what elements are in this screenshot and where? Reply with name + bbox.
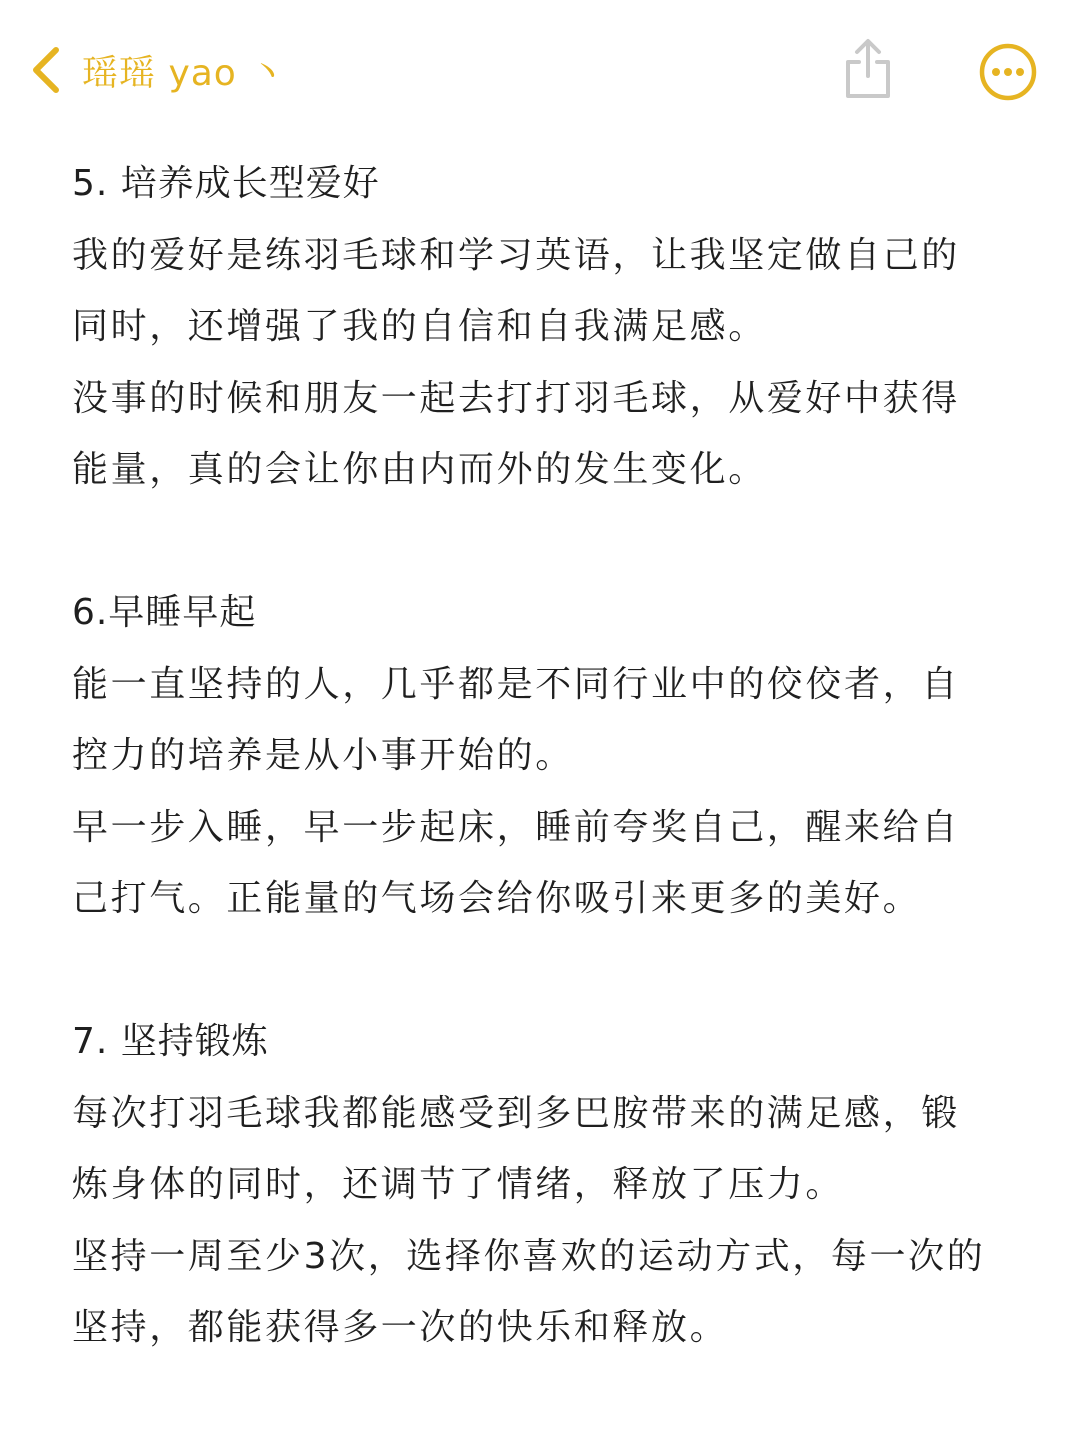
share-button[interactable] [840, 36, 896, 102]
text-line: 己打气。正能量的气场会给你吸引来更多的美好。 [72, 878, 922, 919]
blank-line [72, 935, 1032, 1007]
text-line: 控力的培养是从小事开始的。 [72, 735, 574, 776]
section-heading-sleep: 6.早睡早起 [72, 592, 257, 633]
navigation-bar [0, 0, 1080, 140]
section-heading-hobby: 5. 培养成长型爱好 [72, 163, 380, 204]
back-label: 瑶瑶 yao 丶 [82, 52, 287, 94]
text-line: 早一步入睡，早一步起床，睡前夸奖自己，醒来给自 [72, 806, 960, 848]
section-heading-exercise: 7. 坚持锻炼 [72, 1021, 269, 1062]
back-button[interactable] [28, 38, 286, 102]
text-line: 没事的时候和朋友一起去打打羽毛球，从爱好中获得 [72, 377, 960, 419]
text-line: 我的爱好是练羽毛球和学习英语，让我坚定做自己的 [72, 234, 960, 276]
more-icon [978, 87, 1038, 106]
blank-line [72, 506, 1032, 578]
text-line: 每次打羽毛球我都能感受到多巴胺带来的满足感，锻 [72, 1092, 960, 1134]
text-line: 能一直坚持的人，几乎都是不同行业中的佼佼者，自 [72, 663, 960, 705]
note-body [72, 148, 1032, 1364]
text-line: 炼身体的同时，还调节了情绪，释放了压力。 [72, 1164, 845, 1205]
text-line: 坚持一周至少3次，选择你喜欢的运动方式，每一次的 [72, 1235, 986, 1277]
share-icon [840, 87, 896, 106]
chevron-left-icon [28, 44, 64, 96]
text-line: 能量，真的会让你由内而外的发生变化。 [72, 449, 767, 490]
more-options-button[interactable] [978, 42, 1038, 102]
text-line: 坚持，都能获得多一次的快乐和释放。 [72, 1307, 729, 1348]
text-line: 同时，还增强了我的自信和自我满足感。 [72, 306, 767, 347]
